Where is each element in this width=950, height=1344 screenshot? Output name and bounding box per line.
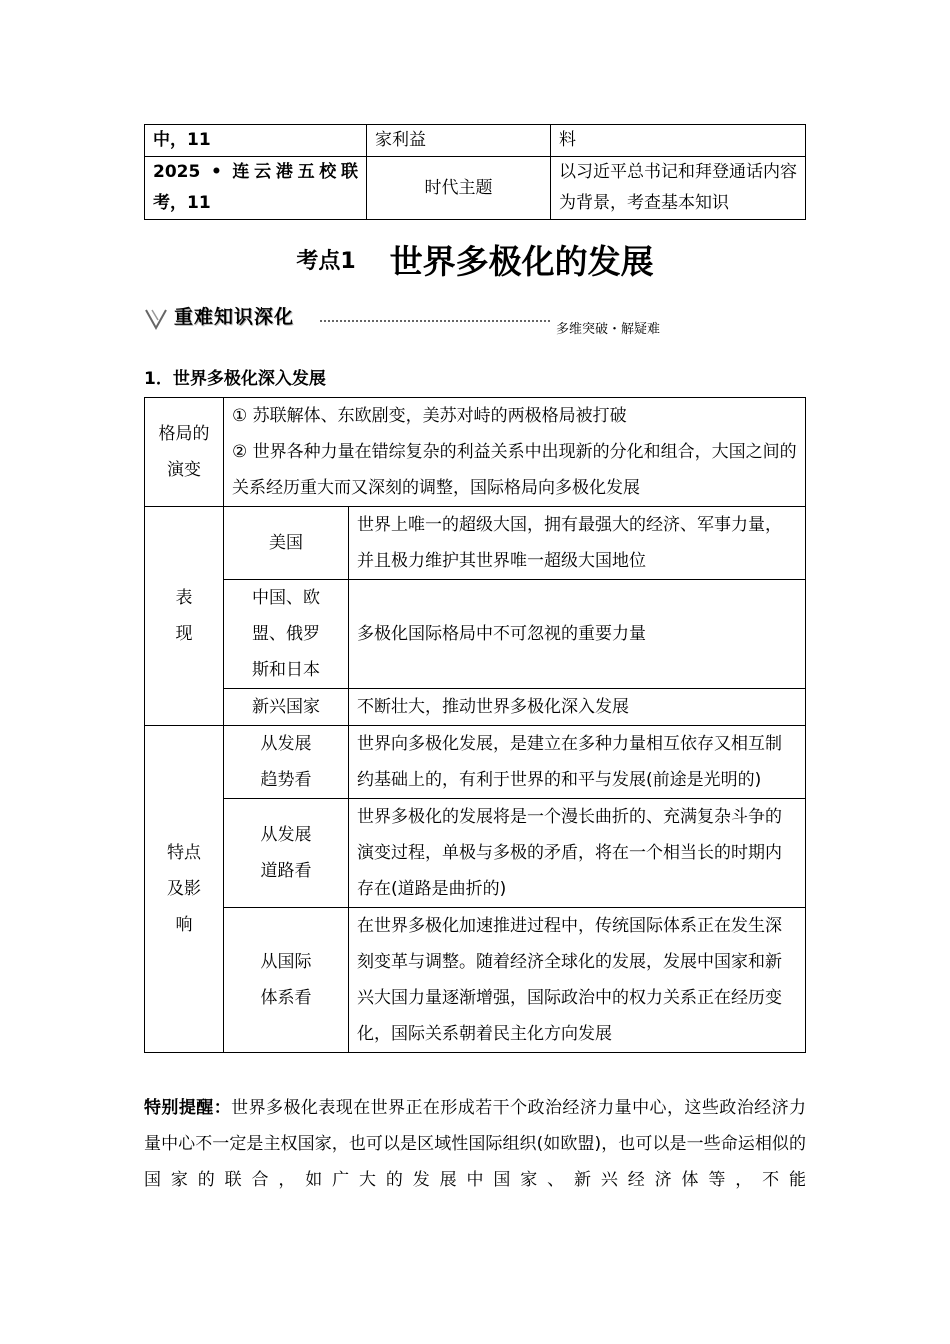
row-header-label: 表现	[175, 588, 193, 644]
table-cell: 世界上唯一的超级大国，拥有最强大的经济、军事力量，并且极力维护其世界唯一超级大国地位	[349, 507, 806, 580]
table-cell: 料	[551, 125, 806, 157]
table-cell	[224, 398, 806, 507]
banner-chevron-icon	[144, 300, 174, 336]
table-row	[145, 507, 806, 580]
reminder-label: 特别提醒：	[144, 1098, 232, 1118]
table-cell: 时代主题	[367, 157, 551, 220]
table-cell: 以习近平总书记和拜登通话内容为背景，考查基本知识	[551, 157, 806, 220]
table-cell: 不断壮大，推动世界多极化深入发展	[349, 689, 806, 726]
topic-title: 世界多极化的发展	[389, 242, 654, 281]
list-item: ① 苏联解体、东欧剧变，美苏对峙的两极格局被打破	[232, 406, 627, 426]
table-row	[145, 689, 806, 726]
table-cell: 中，11	[145, 125, 367, 157]
table-cell: 2025 • 连云港五校联考，11	[145, 157, 367, 220]
row-header: 格局的演变	[145, 398, 224, 507]
sub-header-label: 从发展趋势看	[260, 734, 312, 790]
table-cell: 世界向多极化发展，是建立在多种力量相互依存又相互制约基础上的，有利于世界的和平与发展(前途是光明的)	[349, 726, 806, 799]
row-header	[145, 507, 224, 726]
sub-header-label: 从国际体系看	[260, 952, 312, 1008]
banner-subtitle: 多维突破・解疑难	[556, 322, 661, 337]
banner-divider	[320, 320, 550, 322]
sub-header	[224, 799, 349, 908]
table-row	[145, 908, 806, 1053]
sub-header-label: 从发展道路看	[260, 825, 312, 881]
reminder-text: 世界多极化表现在世界正在形成若干个政治经济力量中心，这些政治经济力量中心不一定是主权国家，也可以是区域性国际组织(如欧盟)，也可以是一些命运相似的国家的联合，如广大的发展中国家、新兴经济体等，不能	[144, 1098, 807, 1190]
table-row	[145, 799, 806, 908]
list-item: ② 世界各种力量在错综复杂的利益关系中出现新的分化和组合，大国之间的关系经历重大而又深刻的调整，国际格局向多极化发展	[232, 442, 797, 498]
topic-number: 考点1	[296, 249, 356, 274]
table-cell: 多极化国际格局中不可忽视的重要力量	[349, 580, 806, 689]
sub-header	[224, 726, 349, 799]
table-cell: 世界多极化的发展将是一个漫长曲折的、充满复杂斗争的演变过程，单极与多极的矛盾，将在一个相当长的时期内存在(道路是曲折的)	[349, 799, 806, 908]
page-title	[0, 236, 950, 283]
multipolarity-table	[144, 397, 806, 1053]
special-reminder	[144, 1090, 806, 1198]
sub-header	[224, 580, 349, 689]
section-heading: 1．世界多极化深入发展	[144, 369, 326, 389]
sub-header	[224, 908, 349, 1053]
sub-header-label: 中国、欧盟、俄罗斯和日本	[251, 588, 320, 680]
exam-source-table	[144, 124, 806, 220]
section-banner	[144, 300, 661, 340]
table-row	[145, 398, 806, 507]
sub-header: 新兴国家	[224, 689, 349, 726]
table-row	[145, 157, 806, 220]
table-row	[145, 726, 806, 799]
sub-header: 美国	[224, 507, 349, 580]
table-cell: 在世界多极化加速推进过程中，传统国际体系正在发生深刻变革与调整。随着经济全球化的发展，发展中国家和新兴大国力量逐渐增强，国际政治中的权力关系正在经历变化，国际关系朝着民主化方向发展	[349, 908, 806, 1053]
row-header	[145, 726, 224, 1053]
table-row	[145, 125, 806, 157]
banner-title: 重难知识深化	[174, 306, 295, 328]
table-row	[145, 580, 806, 689]
row-header-label: 特点及影响	[167, 843, 201, 935]
table-cell: 家利益	[367, 125, 551, 157]
